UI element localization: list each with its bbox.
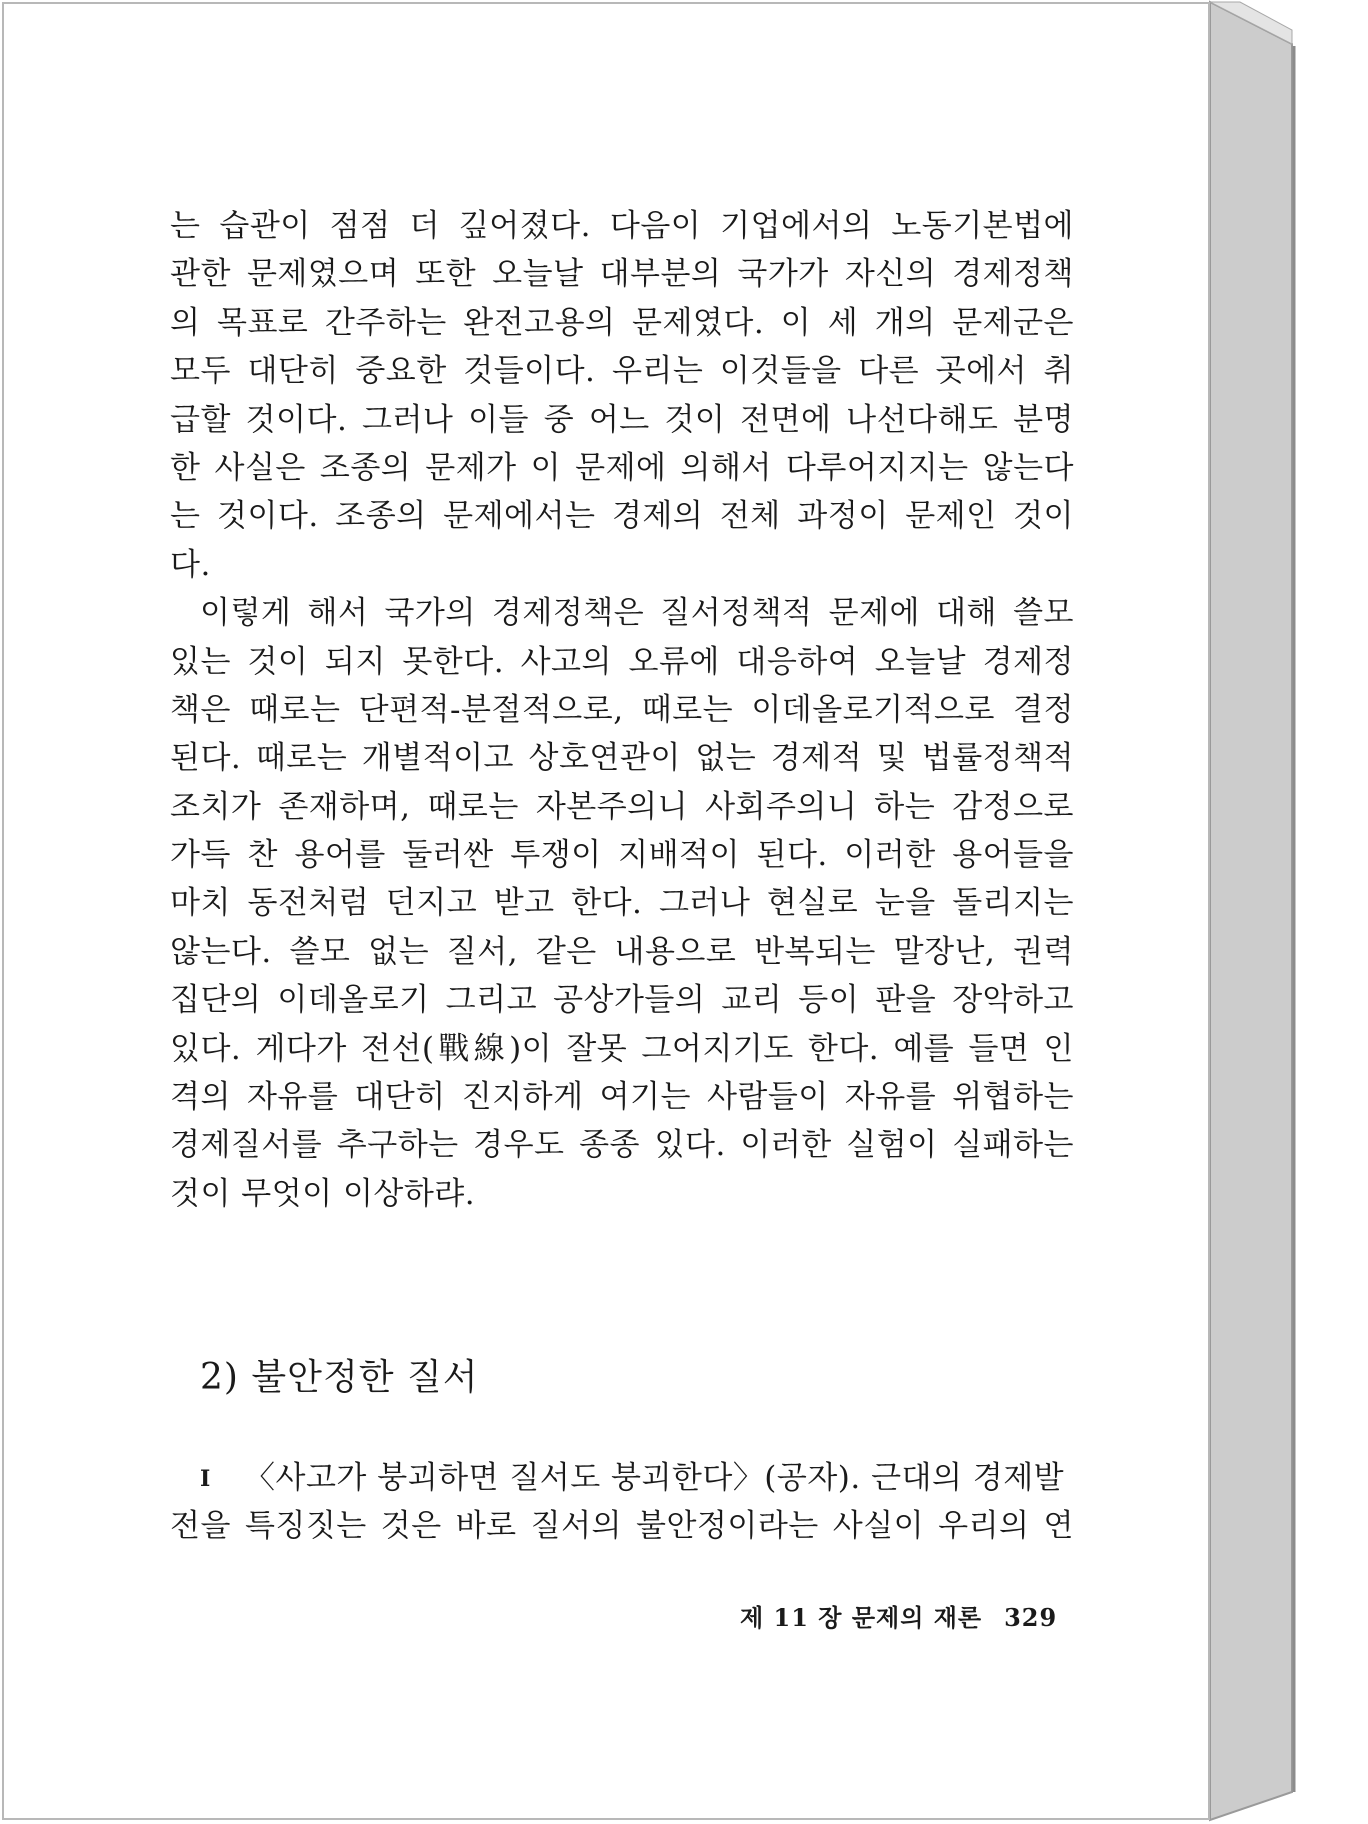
section-paragraph-text-1: 〈사고가 붕괴하면 질서도 붕괴한다〉(공자). 근대의 경제발 xyxy=(244,1460,1065,1496)
body-line: 것이 무엇이 이상하랴. xyxy=(170,1175,476,1212)
body-line: 마치 동전처럼 던지고 받고 한다. 그러나 현실로 눈을 돌리지는 xyxy=(170,885,1074,922)
body-line: 한 사실은 조종의 문제가 이 문제에 의해서 다루어지지는 않는다 xyxy=(170,449,1074,486)
body-line: 이렇게 해서 국가의 경제정책은 질서정책적 문제에 대해 쓸모 xyxy=(200,595,1074,632)
body-line: 조치가 존재하며, 때로는 자본주의니 사회주의니 하는 감정으로 xyxy=(170,788,1074,825)
body-line: 관한 문제였으며 또한 오늘날 대부분의 국가가 자신의 경제정책 xyxy=(170,256,1074,293)
page-number: 329 xyxy=(1004,1603,1058,1632)
body-line: 격의 자유를 대단히 진지하게 여기는 사람들이 자유를 위협하는 xyxy=(170,1079,1074,1116)
body-line: 는 것이다. 조종의 문제에서는 경제의 전체 과정이 문제인 것이 xyxy=(170,498,1074,535)
body-line: 있는 것이 되지 못한다. 사고의 오류에 대응하여 오늘날 경제정 xyxy=(170,643,1074,680)
body-line: 가득 찬 용어를 둘러싼 투쟁이 지배적이 된다. 이러한 용어들을 xyxy=(170,837,1074,874)
body-line: 는 습관이 점점 더 깊어졌다. 다음이 기업에서의 노동기본법에 xyxy=(170,208,1074,244)
body-line: 된다. 때로는 개별적이고 상호연관이 없는 경제적 및 법률정책적 xyxy=(170,740,1074,777)
body-line: 않는다. 쓸모 없는 질서, 같은 내용으로 반복되는 말장난, 권력 xyxy=(170,933,1074,970)
body-line: 모두 대단히 중요한 것들이다. 우리는 이것들을 다른 곳에서 취 xyxy=(170,353,1074,390)
body-line: 다. xyxy=(170,546,211,583)
section-paragraph-line-1 xyxy=(170,1454,1074,1502)
footer-chapter-title: 제 11 장 문제의 재론 xyxy=(740,1603,983,1632)
section-heading: 2) 불안정한 질서 xyxy=(200,1357,479,1398)
body-text xyxy=(170,202,1074,1218)
body-line: 있다. 게다가 전선(戰線)이 잘못 그어지기도 한다. 예를 들면 인 xyxy=(170,1030,1074,1067)
section-paragraph xyxy=(170,1454,1074,1551)
section-paragraph-line-2: 전을 특징짓는 것은 바로 질서의 불안정이라는 사실이 우리의 연 xyxy=(170,1508,1074,1545)
running-footer xyxy=(740,1598,1058,1633)
book-edge-side xyxy=(1210,2,1292,1820)
body-line: 급할 것이다. 그러나 이들 중 어느 것이 전면에 나선다해도 분명 xyxy=(170,401,1074,438)
body-line: 집단의 이데올로기 그리고 공상가들의 교리 등이 판을 장악하고 xyxy=(170,982,1074,1019)
body-line: 의 목표로 간주하는 완전고용의 문제였다. 이 세 개의 문제군은 xyxy=(170,304,1074,341)
body-line: 책은 때로는 단편적-분절적으로, 때로는 이데올로기적으로 결정 xyxy=(170,691,1074,728)
paragraph-numeral: I xyxy=(200,1466,211,1493)
body-line: 경제질서를 추구하는 경우도 종종 있다. 이러한 실험이 실패하는 xyxy=(170,1127,1074,1164)
